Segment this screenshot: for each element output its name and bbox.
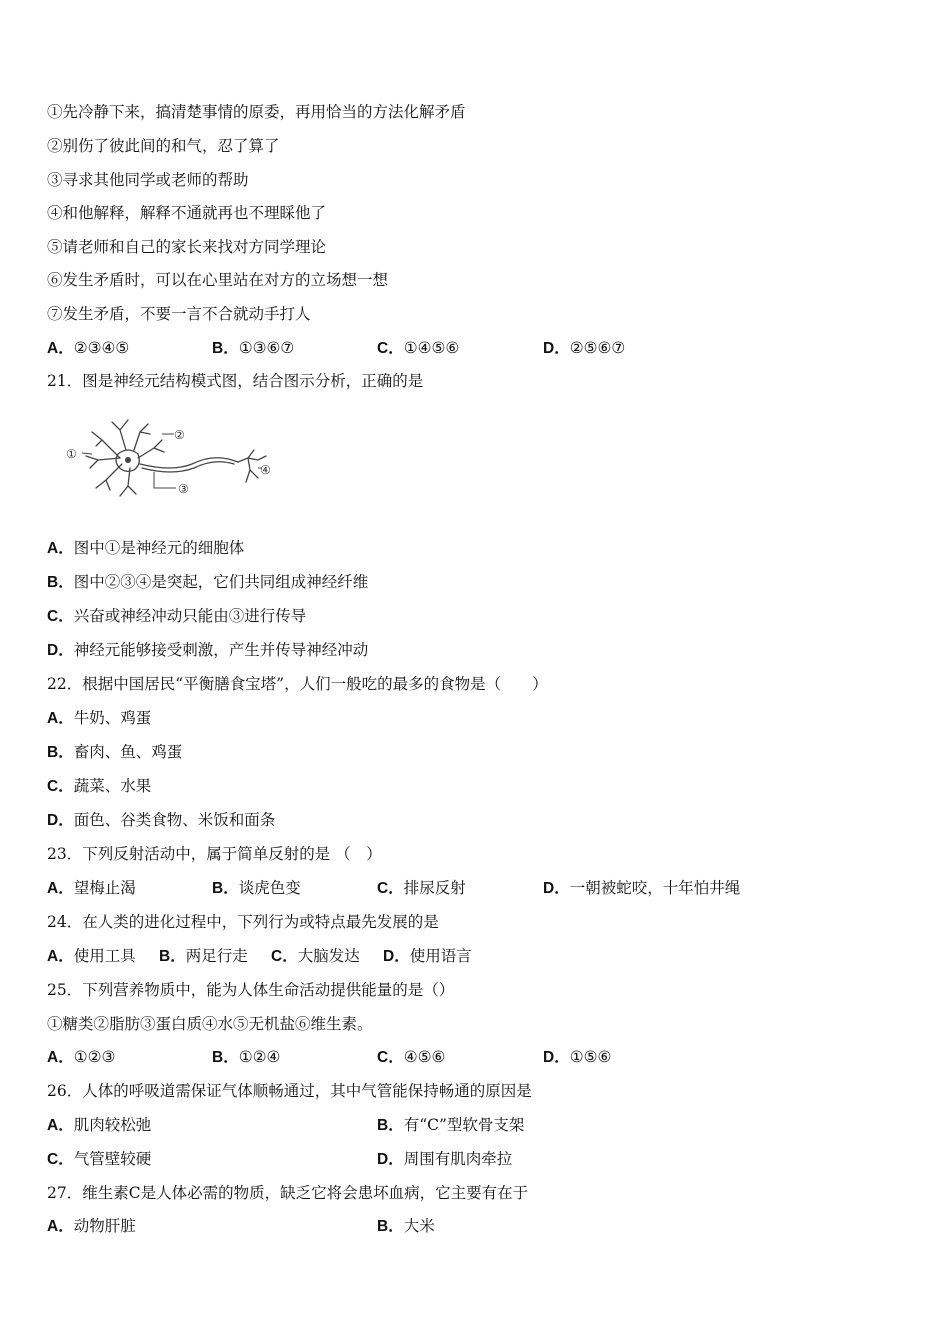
q23-option-d[interactable] [543, 878, 740, 899]
option-letter: B． [377, 1117, 404, 1134]
q24-option-a[interactable] [47, 946, 136, 967]
q20-option-b[interactable] [212, 338, 294, 359]
q26-option-d[interactable] [377, 1149, 512, 1170]
option-text: ②⑤⑥⑦ [569, 339, 626, 357]
option-letter: A． [47, 710, 74, 727]
option-text: 图中②③④是突起，它们共同组成神经纤维 [73, 573, 369, 591]
option-letter: C． [47, 778, 74, 795]
q27-stem: 27．维生素C是人体必需的物质，缺乏它将会患坏血病，它主要有在于 [47, 1184, 529, 1202]
q20-item-5: ⑤请老师和自己的家长来找对方同学理论 [47, 238, 327, 256]
option-letter: A． [47, 340, 74, 357]
option-letter: D． [543, 340, 570, 357]
q23-option-b[interactable] [212, 878, 301, 899]
option-letter: A． [47, 880, 74, 897]
q22-option-b[interactable] [47, 742, 182, 763]
option-text: 大米 [403, 1217, 435, 1235]
q26-option-b[interactable] [377, 1115, 524, 1136]
nucleus [125, 457, 131, 463]
option-text: 谈虎色变 [238, 879, 301, 897]
option-text: 望梅止渴 [73, 879, 136, 897]
figure-label-4: ④ [260, 463, 271, 477]
option-letter: C． [377, 340, 404, 357]
option-letter: B． [47, 574, 74, 591]
option-text: 大脑发达 [297, 947, 360, 965]
q22-option-a[interactable] [47, 708, 151, 729]
option-text: 面色、谷类食物、米饭和面条 [73, 811, 276, 829]
option-letter: C． [271, 948, 298, 965]
q20-item-2: ②别伤了彼此间的和气，忍了算了 [47, 137, 280, 155]
option-letter: B． [212, 340, 239, 357]
q20-item-4: ④和他解释，解释不通就再也不理睬他了 [47, 204, 327, 222]
option-letter: C． [377, 1049, 404, 1066]
option-letter: D． [543, 1049, 570, 1066]
q21-option-a[interactable] [47, 538, 244, 559]
option-text: 图中①是神经元的细胞体 [73, 539, 245, 557]
q20-item-1: ①先冷静下来，搞清楚事情的原委，再用恰当的方法化解矛盾 [47, 103, 466, 121]
q21-option-b[interactable] [47, 572, 368, 593]
option-letter: A． [47, 1049, 74, 1066]
q23-option-c[interactable] [377, 878, 466, 899]
q20-option-d[interactable] [543, 338, 625, 359]
option-letter: B． [212, 880, 239, 897]
option-text: 蔬菜、水果 [73, 777, 152, 795]
option-text: 动物肝脏 [73, 1217, 136, 1235]
q24-option-d[interactable] [383, 946, 472, 967]
option-text: 牛奶、鸡蛋 [73, 709, 152, 727]
option-letter: B． [47, 744, 74, 761]
q20-item-3: ③寻求其他同学或老师的帮助 [47, 171, 249, 189]
q24-stem: 24．在人类的进化过程中，下列行为或特点最先发展的是 [47, 913, 439, 931]
option-text: 一朝被蛇咬，十年怕井绳 [569, 879, 741, 897]
option-text: ①④⑤⑥ [403, 339, 460, 357]
q25-option-c[interactable] [377, 1047, 445, 1068]
option-text: 兴奋或神经冲动只能由③进行传导 [73, 607, 307, 625]
q23-stem: 23．下列反射活动中，属于简单反射的是 （ ） [47, 845, 382, 863]
option-text: ①③⑥⑦ [238, 339, 295, 357]
q25-list: ①糖类②脂肪③蛋白质④水⑤无机盐⑥维生素。 [47, 1015, 373, 1033]
neuron-diagram [62, 410, 282, 510]
option-text: 排尿反射 [403, 879, 466, 897]
option-letter: B． [159, 948, 186, 965]
q21-option-c[interactable] [47, 606, 306, 627]
q20-item-6: ⑥发生矛盾时，可以在心里站在对方的立场想一想 [47, 271, 389, 289]
q24-option-b[interactable] [159, 946, 248, 967]
option-letter: C． [377, 880, 404, 897]
option-text: 周围有肌肉牵拉 [403, 1150, 513, 1168]
q25-option-a[interactable] [47, 1047, 115, 1068]
figure-label-2: ② [174, 428, 185, 442]
figure-label-3: ③ [178, 482, 189, 496]
q24-option-c[interactable] [271, 946, 360, 967]
q22-stem: 22．根据中国居民“平衡膳食宝塔”，人们一般吃的最多的食物是（ ） [47, 675, 548, 693]
option-text: 肌肉较松弛 [73, 1116, 152, 1134]
q25-option-d[interactable] [543, 1047, 611, 1068]
option-text: 神经元能够接受刺激，产生并传导神经冲动 [73, 641, 369, 659]
q27-option-b[interactable] [377, 1216, 435, 1237]
q26-stem: 26．人体的呼吸道需保证气体顺畅通过，其中气管能保持畅通的原因是 [47, 1082, 532, 1100]
option-text: 畜肉、鱼、鸡蛋 [73, 743, 183, 761]
option-text: 两足行走 [185, 947, 248, 965]
option-letter: A． [47, 540, 74, 557]
q21-stem: 21．图是神经元结构模式图，结合图示分析，正确的是 [47, 372, 424, 390]
option-text: ①②④ [238, 1048, 281, 1066]
option-letter: D． [47, 642, 74, 659]
option-letter: B． [212, 1049, 239, 1066]
q20-option-a[interactable] [47, 338, 129, 359]
option-text: 有“C”型软骨支架 [403, 1116, 525, 1134]
q23-option-a[interactable] [47, 878, 136, 899]
option-text: 使用语言 [409, 947, 472, 965]
option-letter: D． [377, 1151, 404, 1168]
q26-option-a[interactable] [47, 1115, 151, 1136]
q21-option-d[interactable] [47, 640, 368, 661]
option-letter: A． [47, 948, 74, 965]
q25-stem: 25．下列营养物质中，能为人体生命活动提供能量的是（） [47, 981, 455, 999]
q22-option-c[interactable] [47, 776, 151, 797]
option-letter: D． [383, 948, 410, 965]
option-letter: A． [47, 1117, 74, 1134]
option-letter: C． [47, 1151, 74, 1168]
option-text: ①②③ [73, 1048, 116, 1066]
figure-label-1: ① [66, 447, 77, 461]
option-text: ①⑤⑥ [569, 1048, 612, 1066]
option-text: ④⑤⑥ [403, 1048, 446, 1066]
option-text: ②③④⑤ [73, 339, 130, 357]
option-text: 使用工具 [73, 947, 136, 965]
q25-option-b[interactable] [212, 1047, 280, 1068]
option-letter: A． [47, 1218, 74, 1235]
option-letter: D． [543, 880, 570, 897]
option-letter: D． [47, 812, 74, 829]
option-letter: C． [47, 608, 74, 625]
q27-option-a[interactable] [47, 1216, 136, 1237]
q20-option-c[interactable] [377, 338, 459, 359]
q22-option-d[interactable] [47, 810, 275, 831]
option-letter: B． [377, 1218, 404, 1235]
option-text: 气管壁较硬 [73, 1150, 152, 1168]
q20-item-7: ⑦发生矛盾，不要一言不合就动手打人 [47, 305, 311, 323]
q26-option-c[interactable] [47, 1149, 151, 1170]
